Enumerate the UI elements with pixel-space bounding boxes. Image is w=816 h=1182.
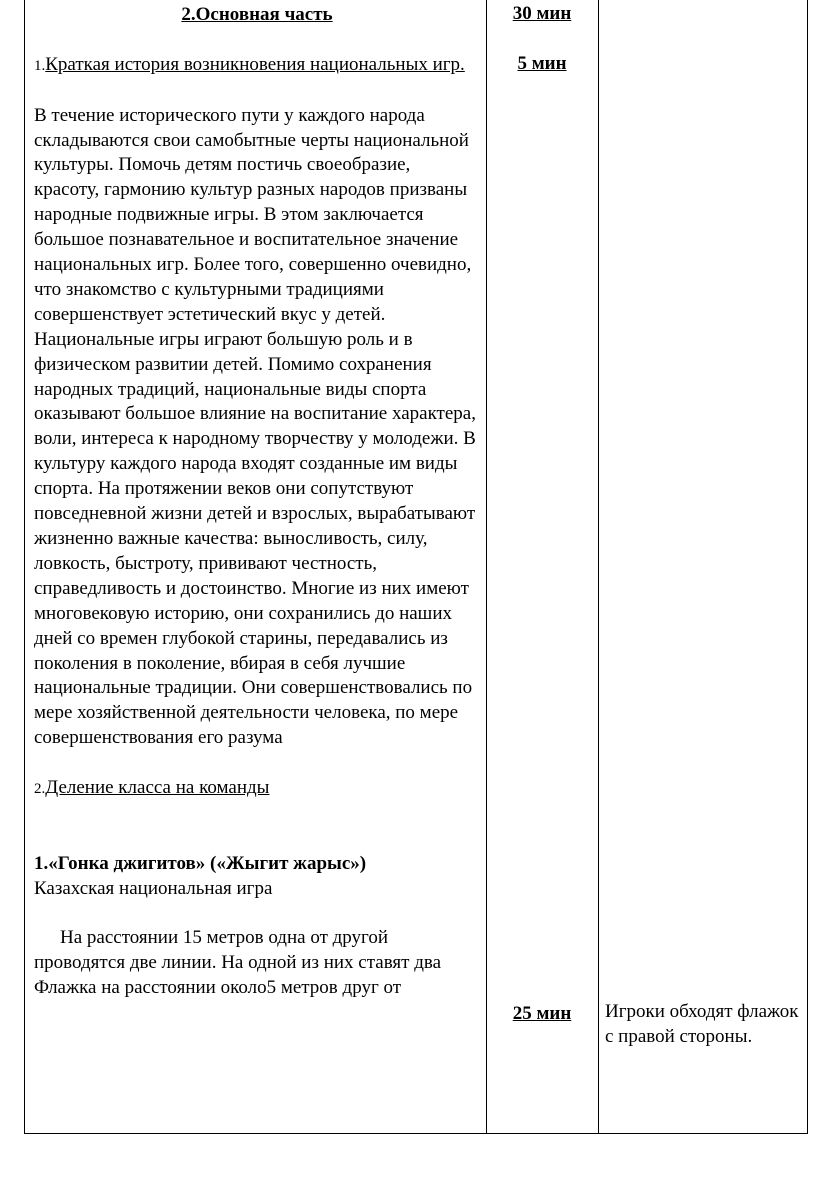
section-duration: 30 мин bbox=[512, 3, 572, 24]
game-duration: 25 мин bbox=[512, 1003, 572, 1024]
game-description: На расстоянии 15 метров одна от другой проводятся две линии. На одной из них ставят два bbox=[34, 927, 442, 974]
item2-number: 2. bbox=[34, 781, 46, 798]
item1-number: 1. bbox=[34, 57, 46, 74]
item2-label: Деление класса на команды bbox=[45, 777, 270, 799]
game-note: Игроки обходят флажок с правой стороны. bbox=[605, 1001, 799, 1047]
column-divider bbox=[486, 0, 487, 1133]
lesson-plan-table bbox=[24, 0, 808, 1134]
section-title: 2.Основная часть bbox=[181, 4, 333, 25]
history-paragraph: В течение исторического пути у каждого народа складываются свои самобытные черты национальной культуры. Помочь детям постичь своеобразие, красоту, гармонию культур разных народов призваны народные подвижные игры. В этом заключается большое познавательное и воспитательное значение национальных игр. Более того, совершенно очевидно, что знакомство с культурными традициями совершенствует эстетический вкус у детей. Национальные игры играют большую роль и в физическом развитии детей. Помимо сохранения народных традиций, национальные виды спорта оказывают большое влияние на воспитание характера, воли, интереса к народному творчеству у молодежи. В культуру каждого народа входят созданные им виды спорта. На протяжении веков они сопутствуют повседневной жизни детей и взрослых, вырабатывают жизненно важные качества: выносливость, силу, ловкость, быстроту, прививают честность, справедливость и достоинство. Многие из них имеют многовековую историю, они сохранились до наших дней со времен глубокой старины, передавались из поколения в поколение, вбирая в себя лучшие национальные традиции. Они совершенствовались по мере хозяйственной деятельности человека, по мере совершенствования его разума bbox=[34, 104, 476, 749]
item2-heading bbox=[34, 776, 480, 802]
game-title: 1.«Гонка джигитов» («Жыгит жарыс») bbox=[34, 852, 367, 874]
column-divider bbox=[598, 0, 599, 1133]
game-subtitle: Казахская национальная игра bbox=[34, 877, 273, 899]
item1-duration: 5 мин bbox=[517, 53, 567, 74]
item1-heading bbox=[34, 53, 480, 79]
item1-label: Краткая история возникновения национальных игр. bbox=[45, 53, 465, 75]
content-column bbox=[34, 3, 480, 1001]
game-description-continued: Флажка на расстоянии около5 метров друг от bbox=[34, 977, 402, 999]
